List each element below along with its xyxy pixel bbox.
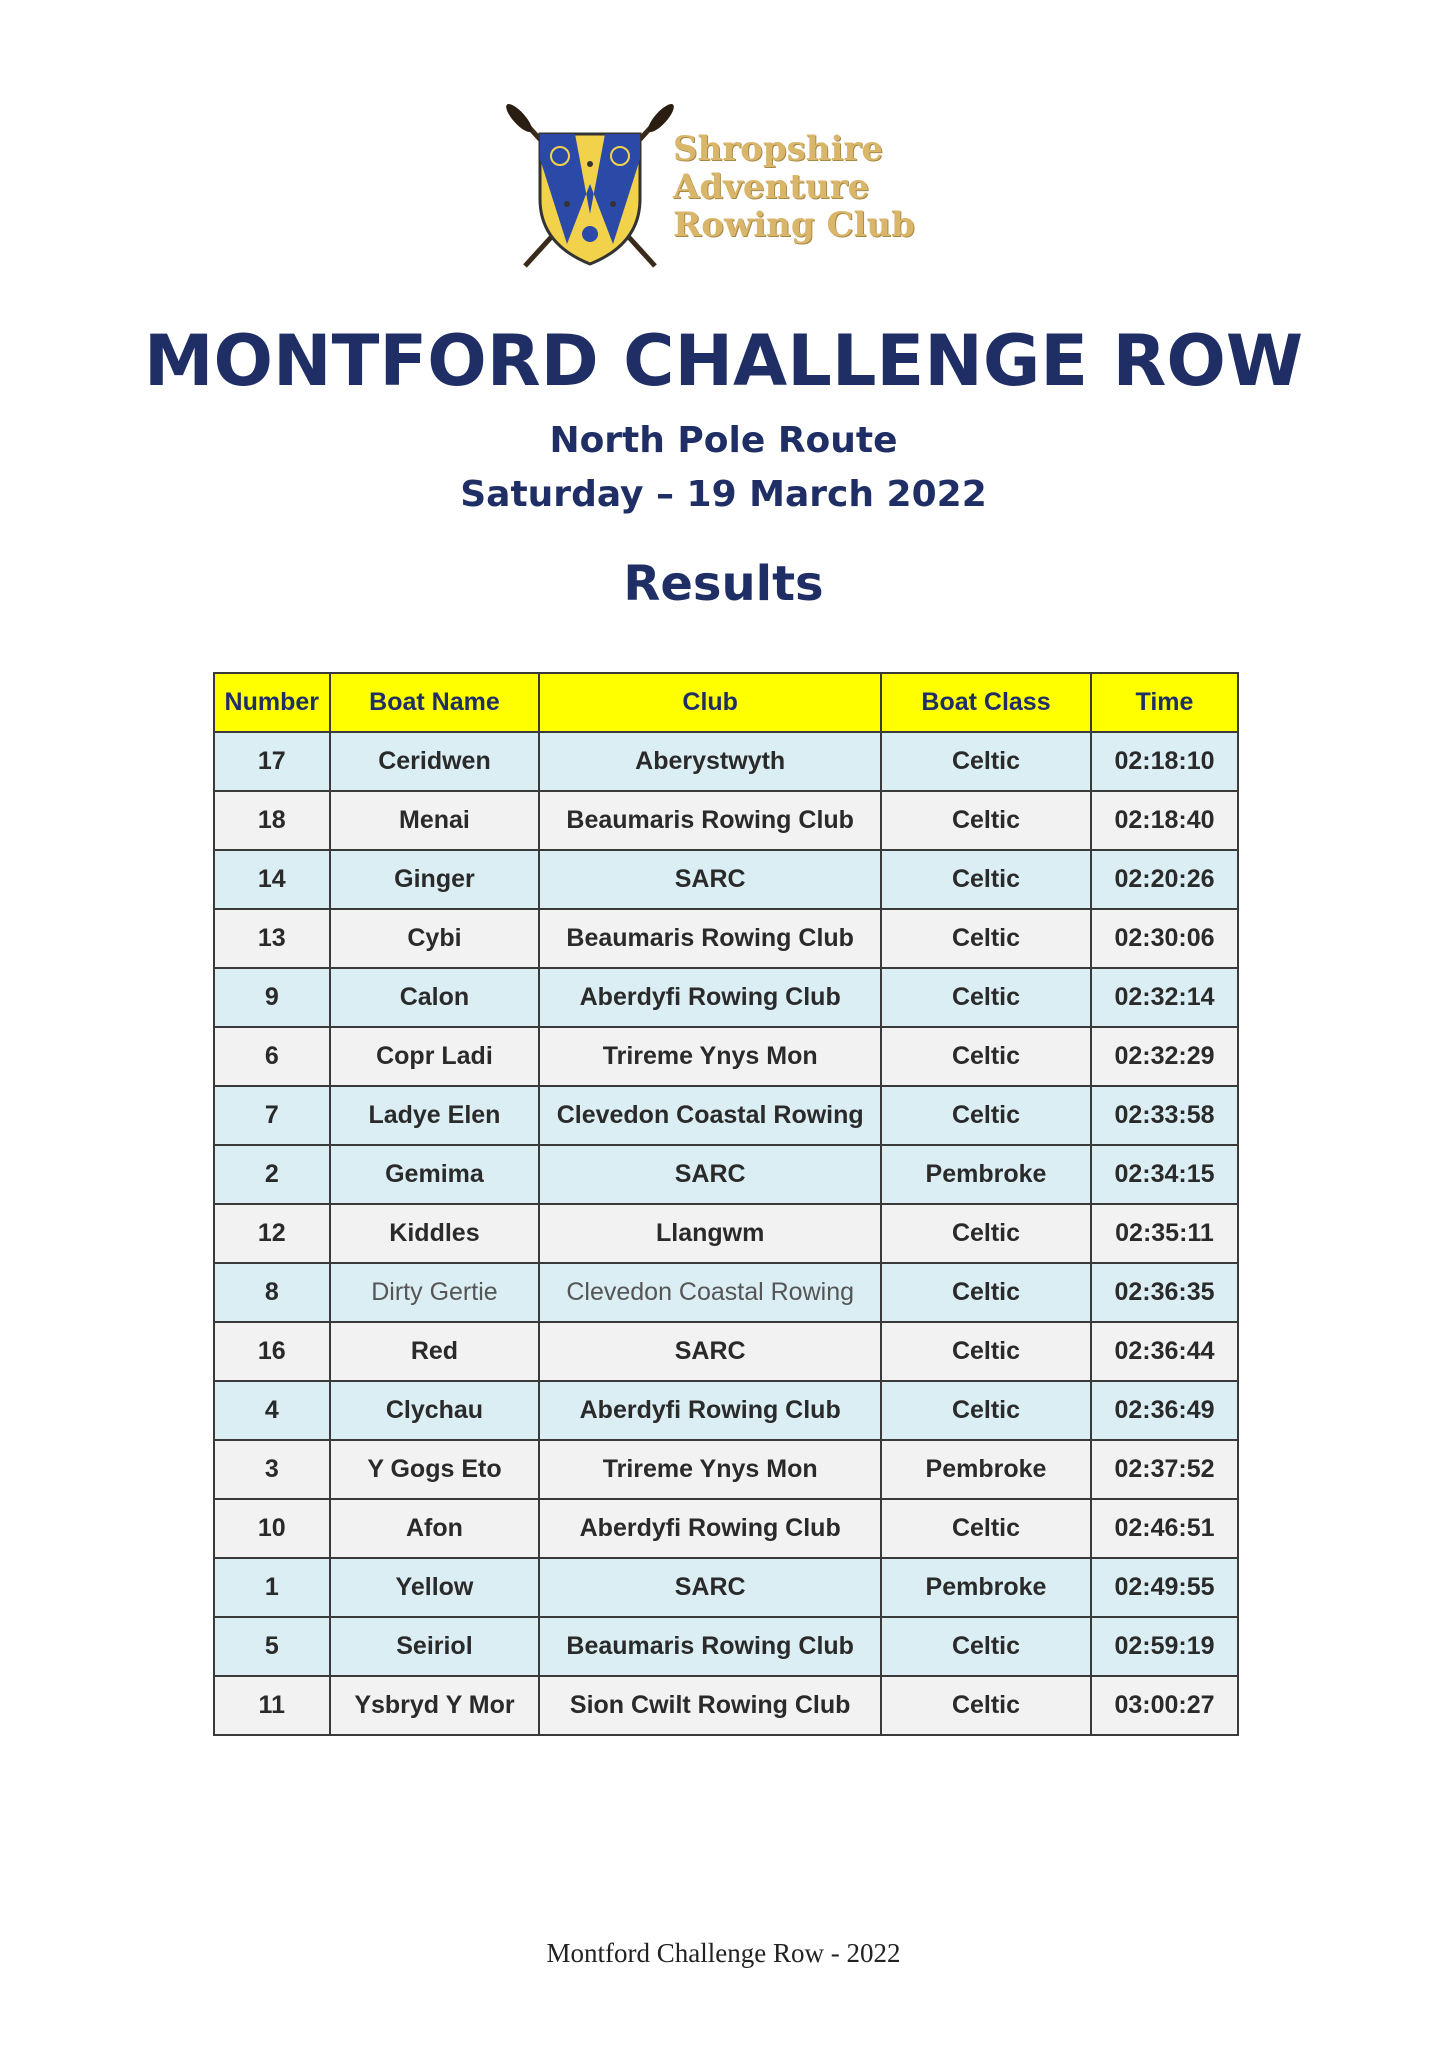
cell-boat-class: Celtic: [881, 1499, 1091, 1558]
cell-boat-name: Ceridwen: [330, 732, 540, 791]
cell-time: 02:33:58: [1091, 1086, 1238, 1145]
results-table: [213, 672, 1239, 1736]
cell-boat-class: Celtic: [881, 1617, 1091, 1676]
cell-number: 2: [214, 1145, 330, 1204]
cell-time: 02:18:40: [1091, 791, 1238, 850]
table-row: [214, 850, 1238, 909]
cell-time: 03:00:27: [1091, 1676, 1238, 1735]
cell-boat-name: Cybi: [330, 909, 540, 968]
cell-time: 02:37:52: [1091, 1440, 1238, 1499]
cell-number: 7: [214, 1086, 330, 1145]
table-row: [214, 1440, 1238, 1499]
table-row: [214, 732, 1238, 791]
cell-time: 02:34:15: [1091, 1145, 1238, 1204]
cell-club: Aberdyfi Rowing Club: [539, 1499, 881, 1558]
cell-boat-name: Y Gogs Eto: [330, 1440, 540, 1499]
cell-number: 6: [214, 1027, 330, 1086]
date-subtitle: Saturday – 19 March 2022: [460, 474, 987, 515]
table-row: [214, 1617, 1238, 1676]
cell-club: Trireme Ynys Mon: [539, 1027, 881, 1086]
header-time: Time: [1091, 673, 1238, 732]
cell-number: 14: [214, 850, 330, 909]
table-row: [214, 1027, 1238, 1086]
cell-club: Beaumaris Rowing Club: [539, 791, 881, 850]
cell-boat-name: Clychau: [330, 1381, 540, 1440]
table-header-row: [214, 673, 1238, 732]
table-row: [214, 1322, 1238, 1381]
logo-line-1: Shropshire: [673, 129, 883, 169]
table-row: [214, 1145, 1238, 1204]
cell-club: Trireme Ynys Mon: [539, 1440, 881, 1499]
cell-club: SARC: [539, 1558, 881, 1617]
logo-line-2: Adventure: [673, 167, 870, 207]
table-row: [214, 909, 1238, 968]
table-row: [214, 1263, 1238, 1322]
cell-number: 11: [214, 1676, 330, 1735]
header-club: Club: [539, 673, 881, 732]
cell-time: 02:32:29: [1091, 1027, 1238, 1086]
cell-time: 02:46:51: [1091, 1499, 1238, 1558]
logo-wordmark: [673, 130, 915, 244]
cell-time: 02:30:06: [1091, 909, 1238, 968]
cell-number: 12: [214, 1204, 330, 1263]
cell-boat-class: Celtic: [881, 732, 1091, 791]
cell-club: SARC: [539, 1145, 881, 1204]
cell-boat-name: Afon: [330, 1499, 540, 1558]
cell-time: 02:18:10: [1091, 732, 1238, 791]
cell-boat-class: Celtic: [881, 850, 1091, 909]
cell-number: 5: [214, 1617, 330, 1676]
cell-boat-class: Celtic: [881, 1263, 1091, 1322]
cell-boat-name: Calon: [330, 968, 540, 1027]
cell-boat-name: Seiriol: [330, 1617, 540, 1676]
cell-boat-class: Celtic: [881, 968, 1091, 1027]
cell-club: Aberdyfi Rowing Club: [539, 968, 881, 1027]
cell-club: Clevedon Coastal Rowing: [539, 1263, 881, 1322]
cell-time: 02:36:35: [1091, 1263, 1238, 1322]
cell-boat-class: Celtic: [881, 791, 1091, 850]
table-row: [214, 968, 1238, 1027]
table-row: [214, 1499, 1238, 1558]
club-logo: [505, 104, 945, 274]
cell-number: 18: [214, 791, 330, 850]
cell-club: Llangwm: [539, 1204, 881, 1263]
cell-boat-name: Ginger: [330, 850, 540, 909]
cell-number: 17: [214, 732, 330, 791]
cell-time: 02:59:19: [1091, 1617, 1238, 1676]
cell-number: 9: [214, 968, 330, 1027]
table-row: [214, 1676, 1238, 1735]
results-heading: Results: [623, 556, 824, 612]
cell-boat-name: Ladye Elen: [330, 1086, 540, 1145]
cell-club: Beaumaris Rowing Club: [539, 1617, 881, 1676]
table-row: [214, 1086, 1238, 1145]
header-boat-class: Boat Class: [881, 673, 1091, 732]
cell-boat-class: Celtic: [881, 1322, 1091, 1381]
header-number: Number: [214, 673, 330, 732]
cell-boat-class: Pembroke: [881, 1440, 1091, 1499]
cell-boat-class: Celtic: [881, 1381, 1091, 1440]
cell-number: 10: [214, 1499, 330, 1558]
cell-club: SARC: [539, 1322, 881, 1381]
cell-club: Aberdyfi Rowing Club: [539, 1381, 881, 1440]
cell-club: Beaumaris Rowing Club: [539, 909, 881, 968]
cell-number: 13: [214, 909, 330, 968]
table-row: [214, 1204, 1238, 1263]
logo-line-3: Rowing Club: [673, 205, 915, 245]
cell-boat-name: Ysbryd Y Mor: [330, 1676, 540, 1735]
cell-boat-name: Kiddles: [330, 1204, 540, 1263]
header-boat-name: Boat Name: [330, 673, 540, 732]
cell-time: 02:36:44: [1091, 1322, 1238, 1381]
cell-boat-class: Celtic: [881, 1086, 1091, 1145]
cell-boat-class: Pembroke: [881, 1558, 1091, 1617]
cell-club: Clevedon Coastal Rowing: [539, 1086, 881, 1145]
table-row: [214, 791, 1238, 850]
cell-number: 1: [214, 1558, 330, 1617]
cell-boat-name: Menai: [330, 791, 540, 850]
page-footer: Montford Challenge Row - 2022: [546, 1938, 901, 1968]
cell-club: Sion Cwilt Rowing Club: [539, 1676, 881, 1735]
cell-boat-class: Celtic: [881, 1676, 1091, 1735]
cell-boat-class: Celtic: [881, 1204, 1091, 1263]
table-row: [214, 1558, 1238, 1617]
cell-club: SARC: [539, 850, 881, 909]
cell-number: 16: [214, 1322, 330, 1381]
cell-number: 4: [214, 1381, 330, 1440]
crossed-oars-shield-icon: [505, 104, 675, 274]
cell-time: 02:20:26: [1091, 850, 1238, 909]
cell-boat-name: Gemima: [330, 1145, 540, 1204]
cell-number: 3: [214, 1440, 330, 1499]
table-row: [214, 1381, 1238, 1440]
cell-club: Aberystwyth: [539, 732, 881, 791]
cell-boat-name: Yellow: [330, 1558, 540, 1617]
cell-boat-class: Celtic: [881, 909, 1091, 968]
cell-boat-name: Red: [330, 1322, 540, 1381]
cell-time: 02:49:55: [1091, 1558, 1238, 1617]
page-title: MONTFORD CHALLENGE ROW: [143, 320, 1304, 402]
cell-number: 8: [214, 1263, 330, 1322]
cell-time: 02:35:11: [1091, 1204, 1238, 1263]
cell-boat-name: Copr Ladi: [330, 1027, 540, 1086]
route-subtitle: North Pole Route: [549, 420, 898, 461]
cell-boat-class: Celtic: [881, 1027, 1091, 1086]
cell-boat-name: Dirty Gertie: [330, 1263, 540, 1322]
cell-time: 02:32:14: [1091, 968, 1238, 1027]
cell-time: 02:36:49: [1091, 1381, 1238, 1440]
cell-boat-class: Pembroke: [881, 1145, 1091, 1204]
